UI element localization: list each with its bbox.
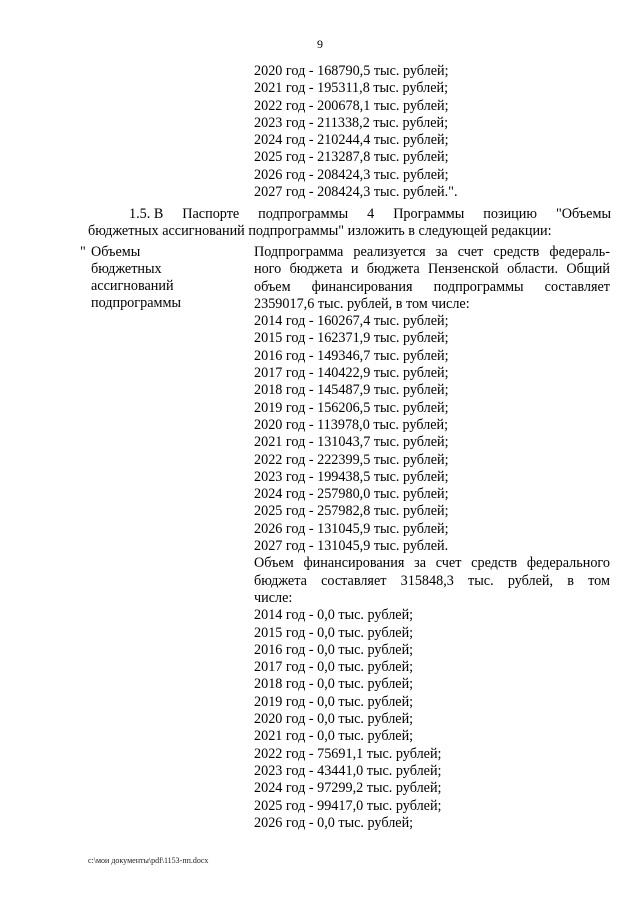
word: подпрограммы: [258, 206, 349, 222]
year-line: 2026 год - 131045,9 тыс. рублей;: [254, 520, 449, 537]
federal-year-list: [254, 607, 610, 832]
year-line: 2025 год - 213287,8 тыс. рублей;: [254, 149, 449, 166]
word: за: [414, 555, 427, 572]
year-line: 2018 год - 145487,9 тыс. рублей;: [254, 382, 449, 399]
word: позицию: [483, 206, 537, 222]
total-line-4: 2359017,6 тыс. рублей, в том числе:: [254, 295, 470, 312]
year-line: 2027 год - 208424,3 тыс. рублей.".: [254, 184, 458, 201]
word: средств: [471, 555, 518, 572]
total-line-1: [254, 244, 610, 261]
word: подпрограммы: [433, 278, 524, 295]
financing-description: [254, 244, 610, 832]
word: Паспорте: [182, 206, 240, 222]
word: бюджета: [366, 261, 420, 278]
label-line: Объемы: [91, 244, 141, 260]
label-line: подпрограммы: [91, 295, 181, 311]
year-line: 2025 год - 99417,0 тыс. рублей;: [254, 797, 442, 814]
word: реализуется: [353, 244, 426, 260]
word: рублей,: [507, 572, 554, 589]
word: объем: [254, 278, 291, 295]
year-line: 2019 год - 0,0 тыс. рублей;: [254, 693, 414, 710]
year-line: 2017 год - 0,0 тыс. рублей;: [254, 659, 414, 676]
word: том: [588, 572, 610, 589]
amendment-paragraph: [88, 206, 611, 241]
year-line: 2027 год - 131045,9 тыс. рублей.: [254, 538, 449, 555]
file-path-footer: c:\мои документы\pdf\1153-пп.docx: [88, 856, 209, 865]
word: финансирования: [303, 555, 405, 572]
word: тыс.: [468, 572, 494, 589]
year-line: 2024 год - 257980,0 тыс. рублей;: [254, 486, 449, 503]
row-label: [91, 244, 241, 312]
word: 4: [367, 206, 375, 222]
word: 315848,3: [400, 572, 454, 589]
year-line: 2021 год - 0,0 тыс. рублей;: [254, 728, 414, 745]
year-line: 2021 год - 195311,8 тыс. рублей;: [254, 80, 449, 97]
word: составляет: [321, 572, 387, 589]
year-line: 2020 год - 0,0 тыс. рублей;: [254, 711, 414, 728]
word: ного: [254, 261, 282, 278]
word: средств: [493, 244, 540, 260]
word: Подпрограмма: [254, 244, 344, 260]
year-line: 2025 год - 257982,8 тыс. рублей;: [254, 503, 449, 520]
year-line: 2018 год - 0,0 тыс. рублей;: [254, 676, 414, 693]
label-line: ассигнований: [91, 278, 174, 294]
word: бюджета: [289, 261, 343, 278]
year-line: 2022 год - 75691,1 тыс. рублей;: [254, 745, 442, 762]
word: Программы: [393, 206, 465, 222]
year-line: 2017 год - 140422,9 тыс. рублей;: [254, 365, 449, 382]
year-line: 2020 год - 113978,0 тыс. рублей;: [254, 416, 449, 433]
year-line: 2022 год - 222399,5 тыс. рублей;: [254, 451, 449, 468]
year-line: 2023 год - 211338,2 тыс. рублей;: [254, 114, 449, 131]
year-line: 2026 год - 208424,3 тыс. рублей;: [254, 166, 449, 183]
federal-line-3: числе:: [254, 589, 293, 606]
word: Общий: [566, 261, 610, 278]
word: Объем: [254, 555, 294, 572]
year-line: 2021 год - 131043,7 тыс. рублей;: [254, 434, 449, 451]
year-line: 2022 год - 200678,1 тыс. рублей;: [254, 97, 449, 114]
word: составляет: [544, 278, 610, 295]
year-line: 2026 год - 0,0 тыс. рублей;: [254, 814, 414, 831]
total-line-3: [254, 279, 610, 296]
word: Пензенской: [427, 261, 499, 278]
word: в: [567, 572, 574, 589]
year-line: 2016 год - 149346,7 тыс. рублей;: [254, 347, 449, 364]
year-line: 2015 год - 0,0 тыс. рублей;: [254, 624, 414, 641]
word: и: [350, 261, 359, 278]
year-line: 2024 год - 210244,4 тыс. рублей;: [254, 132, 449, 149]
word: бюджета: [254, 572, 307, 589]
word: финансирования: [311, 278, 413, 295]
year-line: 2015 год - 162371,9 тыс. рублей;: [254, 330, 449, 347]
word: области.: [507, 261, 559, 278]
word: федераль-: [549, 244, 610, 260]
label-line: бюджетных: [91, 261, 162, 277]
opening-quote: ": [80, 244, 86, 260]
word: за: [435, 244, 448, 260]
year-line: 2020 год - 168790,5 тыс. рублей;: [254, 63, 449, 79]
word: "Объемы: [555, 206, 611, 222]
year-line: 2019 год - 156206,5 тыс. рублей;: [254, 399, 449, 416]
year-line: 2016 год - 0,0 тыс. рублей;: [254, 641, 414, 658]
word: счет: [435, 555, 462, 572]
word: 1.5. В: [129, 206, 164, 222]
total-line-2: [254, 261, 610, 278]
year-line: 2023 год - 199438,5 тыс. рублей;: [254, 468, 449, 485]
word: федерального: [526, 555, 610, 572]
top-year-list: [254, 63, 458, 201]
page-number: 9: [317, 37, 323, 51]
year-line: 2024 год - 97299,2 тыс. рублей;: [254, 780, 442, 797]
federal-line-1: [254, 555, 610, 572]
year-line: 2014 год - 0,0 тыс. рублей;: [254, 607, 414, 624]
year-line: 2023 год - 43441,0 тыс. рублей;: [254, 762, 442, 779]
paragraph-line-1: [88, 206, 611, 223]
year-line: 2014 год - 160267,4 тыс. рублей;: [254, 313, 449, 330]
federal-line-2: [254, 573, 610, 590]
total-year-list: [254, 313, 610, 555]
word: счет: [457, 244, 484, 260]
paragraph-line-2: бюджетных ассигнований подпрограммы" изложить в следующей редакции:: [88, 223, 552, 240]
